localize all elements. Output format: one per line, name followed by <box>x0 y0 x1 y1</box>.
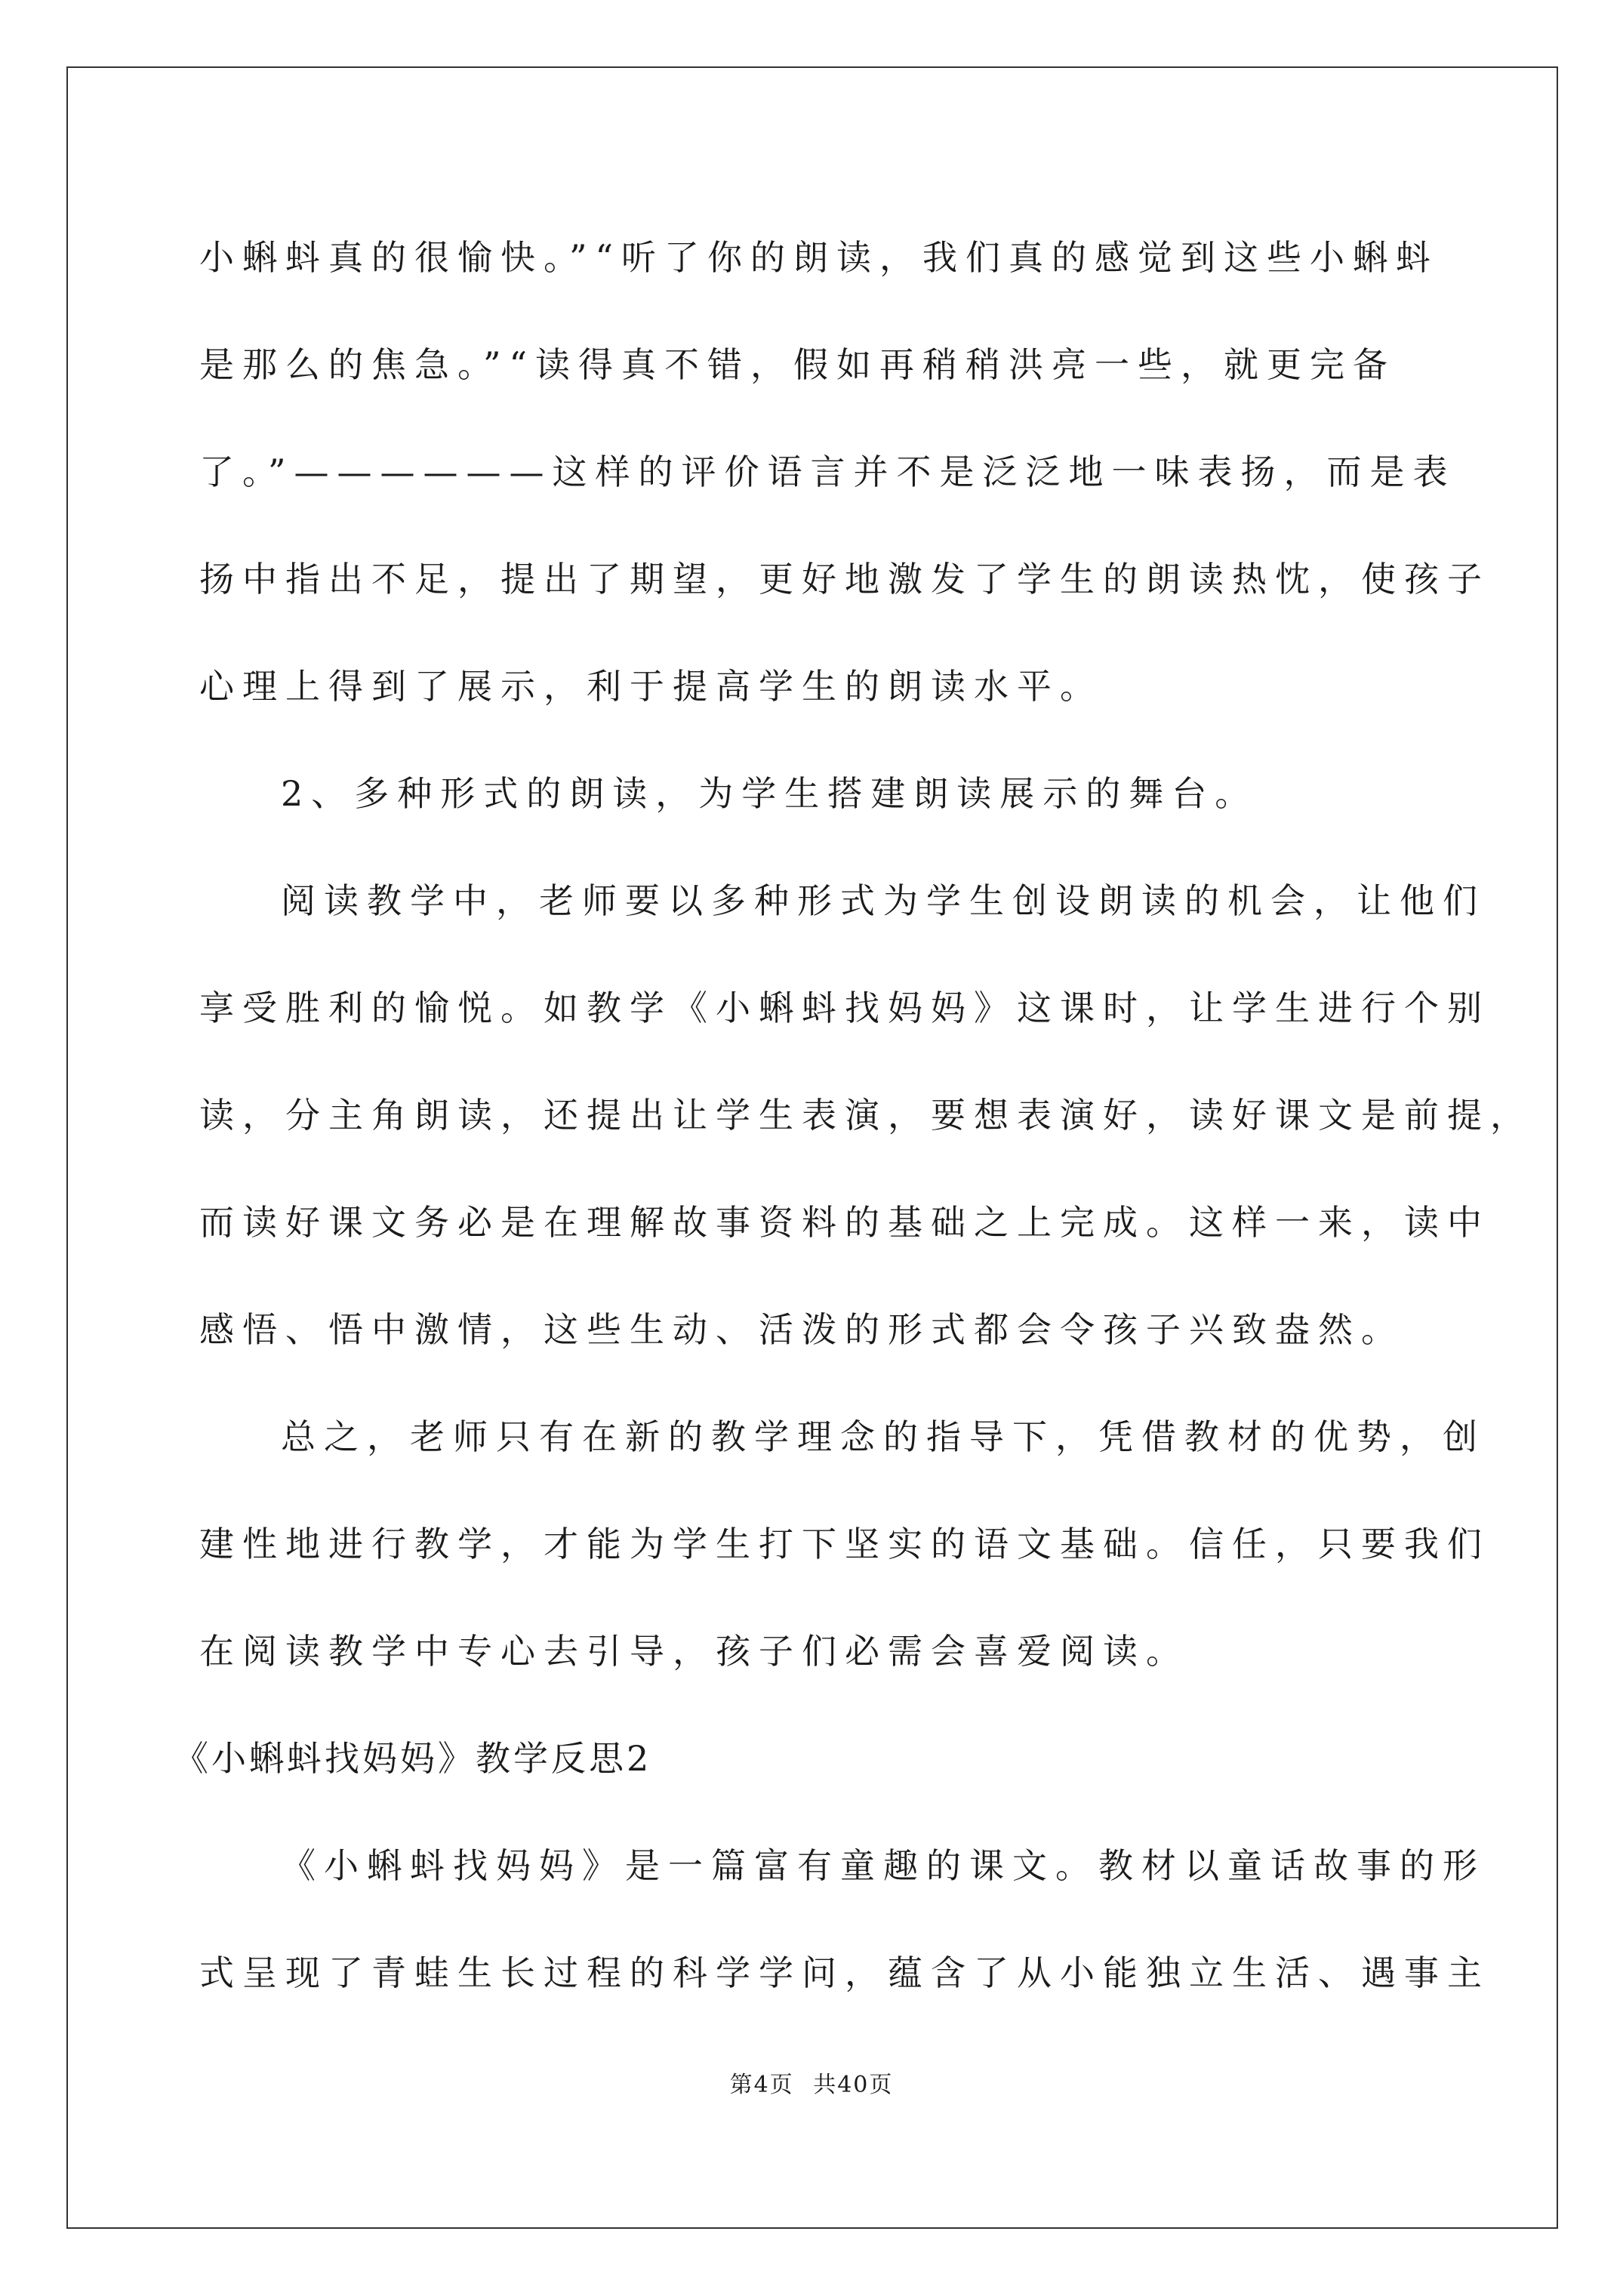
text-line: 扬中指出不足，提出了期望，更好地激发了学生的朗读热忱，使孩子 <box>199 559 1490 599</box>
text-line: 而读好课文务必是在理解故事资料的基础之上完成。这样一来，读中 <box>199 1202 1490 1243</box>
text-line: 心理上得到了展示，利于提高学生的朗读水平。 <box>199 666 1103 707</box>
text-line: 《小蝌蚪找妈妈》是一篇富有童趣的课文。教材以童话故事的形 <box>281 1845 1486 1886</box>
text-line: 总之，老师只有在新的教学理念的指导下，凭借教材的优势，创 <box>281 1416 1486 1457</box>
text-line: 了。”——————这样的评价语言并不是泛泛地一味表扬，而是表 <box>199 451 1456 492</box>
page-number-footer: 第4页 共40页 <box>729 2072 894 2098</box>
text-line: 小蝌蚪真的很愉快。”“听了你的朗读，我们真的感觉到这些小蝌蚪 <box>199 237 1440 278</box>
section-subheading: 2、多种形式的朗读，为学生搭建朗读展示的舞台。 <box>281 773 1258 814</box>
text-line: 感悟、悟中激情，这些生动、活泼的形式都会令孩子兴致盎然。 <box>199 1309 1404 1350</box>
text-line: 读，分主角朗读，还提出让学生表演，要想表演好，读好课文是前提， <box>199 1095 1533 1136</box>
section-heading: 《小蝌蚪找妈妈》教学反思2 <box>174 1738 652 1779</box>
text-line: 式呈现了青蛙生长过程的科学学问，蕴含了从小能独立生活、遇事主 <box>199 1952 1490 1993</box>
text-line: 阅读教学中，老师要以多种形式为学生创设朗读的机会，让他们 <box>281 880 1486 921</box>
text-line: 享受胜利的愉悦。如教学《小蝌蚪找妈妈》这课时，让学生进行个别 <box>199 988 1490 1028</box>
text-line: 是那么的焦急。”“读得真不错，假如再稍稍洪亮一些，就更完备 <box>199 344 1397 385</box>
text-line: 在阅读教学中专心去引导，孩子们必需会喜爱阅读。 <box>199 1631 1189 1672</box>
document-body <box>174 204 1533 2026</box>
text-line: 建性地进行教学，才能为学生打下坚实的语文基础。信任，只要我们 <box>199 1524 1490 1564</box>
